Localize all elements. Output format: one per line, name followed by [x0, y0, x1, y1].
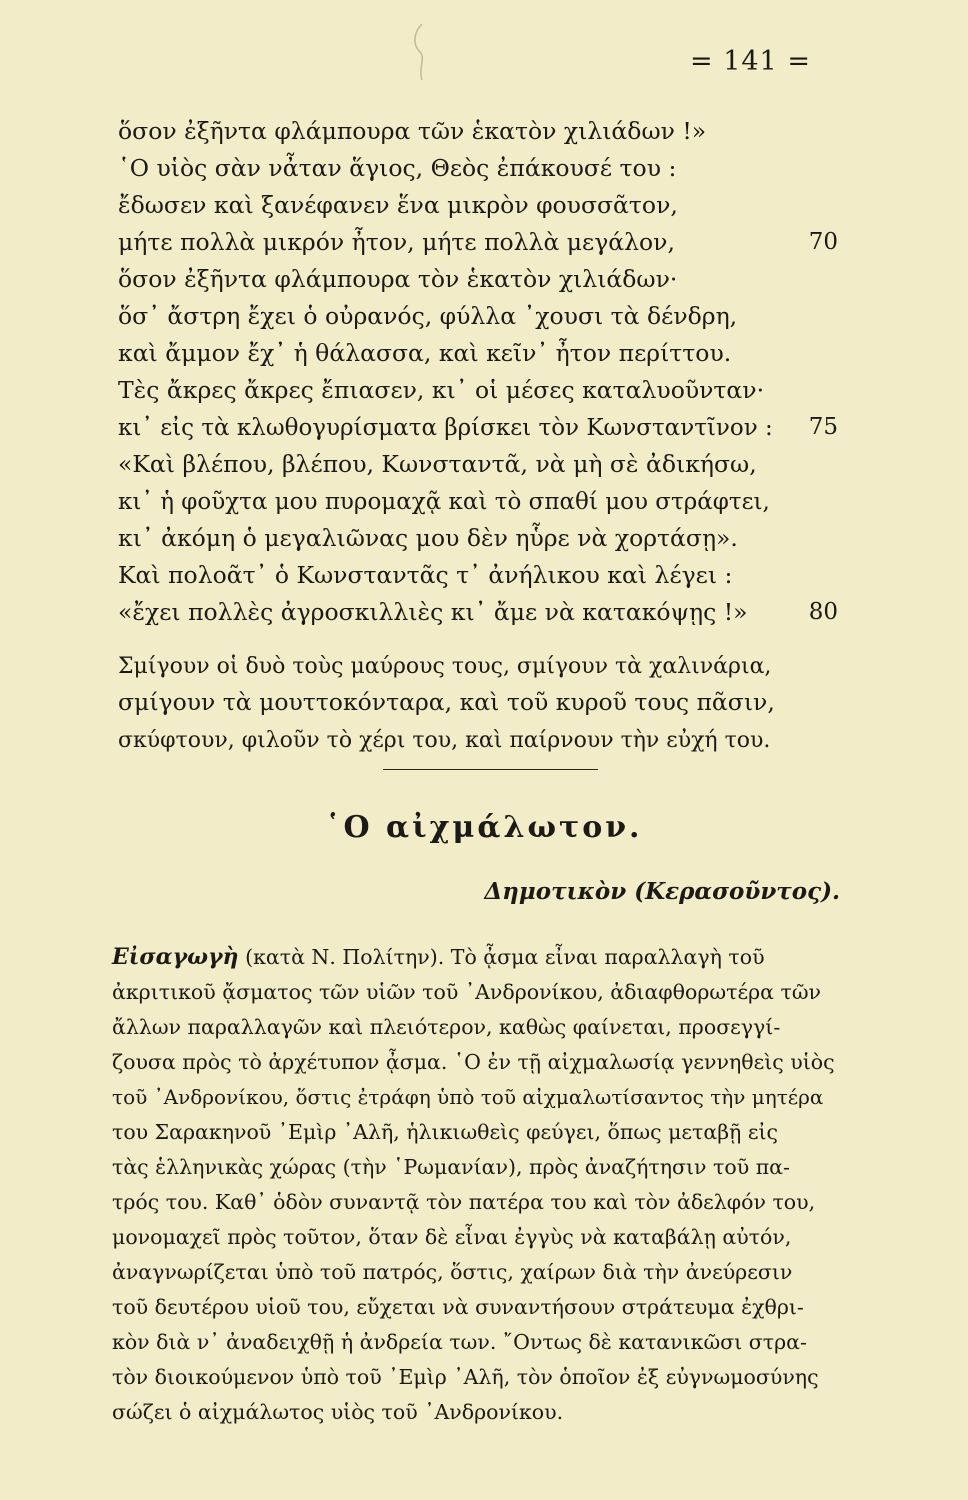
intro-line: ἄλλων παραλλαγῶν καὶ πλειότερον, καθὼς φαίνεται, προσεγγί- — [112, 1015, 781, 1039]
intro-line: κὸν διὰ ν᾽ ἀναδειχθῇ ἡ ἀνδρεία των. ῎Οντως δὲ κατανικῶσι στρα- — [112, 1330, 807, 1354]
line-number: 70 — [808, 229, 838, 255]
verse-line: ἔδωσεν καὶ ξανέφανεν ἕνα μικρὸν φουσσᾶτον, — [118, 191, 678, 219]
intro-line: Εἰσαγωγὴ (κατὰ Ν. Πολίτην). Τὸ ᾆσμα εἶναι παραλλαγὴ τοῦ — [112, 944, 765, 970]
intro-line: τὸν διοικούμενον ὑπὸ τοῦ ᾽Εμὶρ ᾽Αλῆ, τὸν ὁποῖον ἐξ εὐγνωμοσύνης — [112, 1365, 819, 1389]
intro-line: τοῦ ᾽Ανδρονίκου, ὅστις ἐτράφη ὑπὸ τοῦ αἰχμαλωτίσαντος τὴν μητέρα — [112, 1085, 824, 1109]
verse-line: κι᾽ εἰς τὰ κλωθογυρίσματα βρίσκει τὸν Κωνσταντῖνον : 75 — [118, 410, 838, 446]
intro-lead: Εἰσαγωγὴ — [112, 944, 239, 970]
section-divider — [383, 769, 598, 770]
ink-mark-icon — [408, 22, 434, 82]
intro-line: τρός του. Καθ᾽ ὁδὸν συναντᾷ τὸν πατέρα του καὶ τὸν ἀδελφόν του, — [112, 1190, 816, 1214]
intro-line: τοῦ δευτέρου υἱοῦ του, εὔχεται νὰ συναντήσουν στράτευμα ἐχθρι- — [112, 1295, 804, 1319]
line-number: 80 — [808, 599, 838, 625]
verse-line: Σμίγουν οἱ δυὸ τοὺς μαύρους τους, σμίγουν τὰ χαλινάρια, — [118, 654, 772, 679]
intro-line: ἀκριτικοῦ ᾄσματος τῶν υἱῶν τοῦ ᾽Ανδρονίκου, ἀδιαφθορωτέρα τῶν — [112, 980, 822, 1004]
section-subtitle: Δημοτικὸν (Κερασοῦντος). — [484, 878, 840, 905]
verse-line: Τὲς ἄκρες ἄκρες ἔπιασεν, κι᾽ οἱ μέσες καταλυοῦνταν· — [118, 376, 765, 404]
intro-line: του Σαρακηνοῦ ᾽Εμὶρ ᾽Αλῆ, ἡλικιωθεὶς φεύγει, ὅπως μεταβῇ εἰς — [112, 1120, 778, 1144]
verse-line: «ἔχει πολλὲς ἀγροσκιλλιὲς κι᾽ ἄμε νὰ κατακόψῃς !» 80 — [118, 595, 838, 630]
section-title: ῾Ο αἰχμάλωτον. — [325, 810, 643, 845]
intro-line: ἀναγνωρίζεται ὑπὸ τοῦ πατρός, ὅστις, χαίρων διὰ τὴν ἀνεύρεσιν — [112, 1260, 793, 1284]
verse-line: «Καὶ βλέπου, βλέπου, Κωνσταντᾶ, νὰ μὴ σὲ ἀδικήσω, — [118, 450, 757, 478]
verse-line: κι᾽ ἀκόμη ὁ μεγαλιῶνας μου δὲν ηὗρε νὰ χορτάσῃ». — [118, 524, 738, 552]
verse-line: μήτε πολλὰ μικρόν ἦτον, μήτε πολλὰ μεγάλον, 70 — [118, 225, 838, 260]
page-number: = 141 = — [690, 46, 811, 77]
intro-line: τὰς ἑλληνικὰς χώρας (τὴν ῾Ρωμανίαν), πρὸς ἀναζήτησιν τοῦ πα- — [112, 1155, 790, 1179]
intro-line: ζουσα πρὸς τὸ ἀρχέτυπον ᾆσμα. ῾Ο ἐν τῇ αἰχμαλωσίᾳ γεννηθεὶς υἱὸς — [112, 1050, 835, 1074]
verse-line: κι᾽ ἡ φοῦχτα μου πυρομαχᾷ καὶ τὸ σπαθί μου στράφτει, — [118, 489, 770, 515]
line-number: 75 — [808, 414, 838, 440]
intro-line: σώζει ὁ αἰχμάλωτος υἱὸς τοῦ ᾽Ανδρονίκου. — [112, 1400, 564, 1424]
verse-line: καὶ ἄμμον ἔχ᾽ ἡ θάλασσα, καὶ κεῖν᾽ ἦτον περίττου. — [118, 339, 732, 367]
verse-line: σμίγουν τὰ μουττοκόνταρα, καὶ τοῦ κυροῦ τους πᾶσιν, — [118, 688, 775, 716]
verse-line: Καὶ πολοᾶτ᾽ ὁ Κωνσταντᾶς τ᾽ ἀνήλικου καὶ λέγει : — [118, 561, 733, 589]
verse-line: σκύφτουν, φιλοῦν τὸ χέρι του, καὶ παίρνουν τὴν εὐχή του. — [118, 728, 771, 753]
verse-line: ὅσον ἐξῆντα φλάμπουρα τῶν ἑκατὸν χιλιάδων !» — [118, 117, 707, 145]
verse-line: ὅσον ἐξῆντα φλάμπουρα τὸν ἑκατὸν χιλιάδων· — [118, 265, 678, 293]
verse-line: ὅσ᾽ ἄστρη ἔχει ὁ οὐρανός, φύλλα ᾽χουσι τὰ δένδρη, — [118, 302, 738, 330]
intro-line: μονομαχεῖ πρὸς τοῦτον, ὅταν δὲ εἶναι ἐγγὺς νὰ καταβάλῃ αὐτόν, — [112, 1225, 792, 1249]
verse-line: ῾Ο υἱὸς σὰν νἆταν ἅγιος, Θεὸς ἐπάκουσέ του : — [118, 154, 677, 182]
